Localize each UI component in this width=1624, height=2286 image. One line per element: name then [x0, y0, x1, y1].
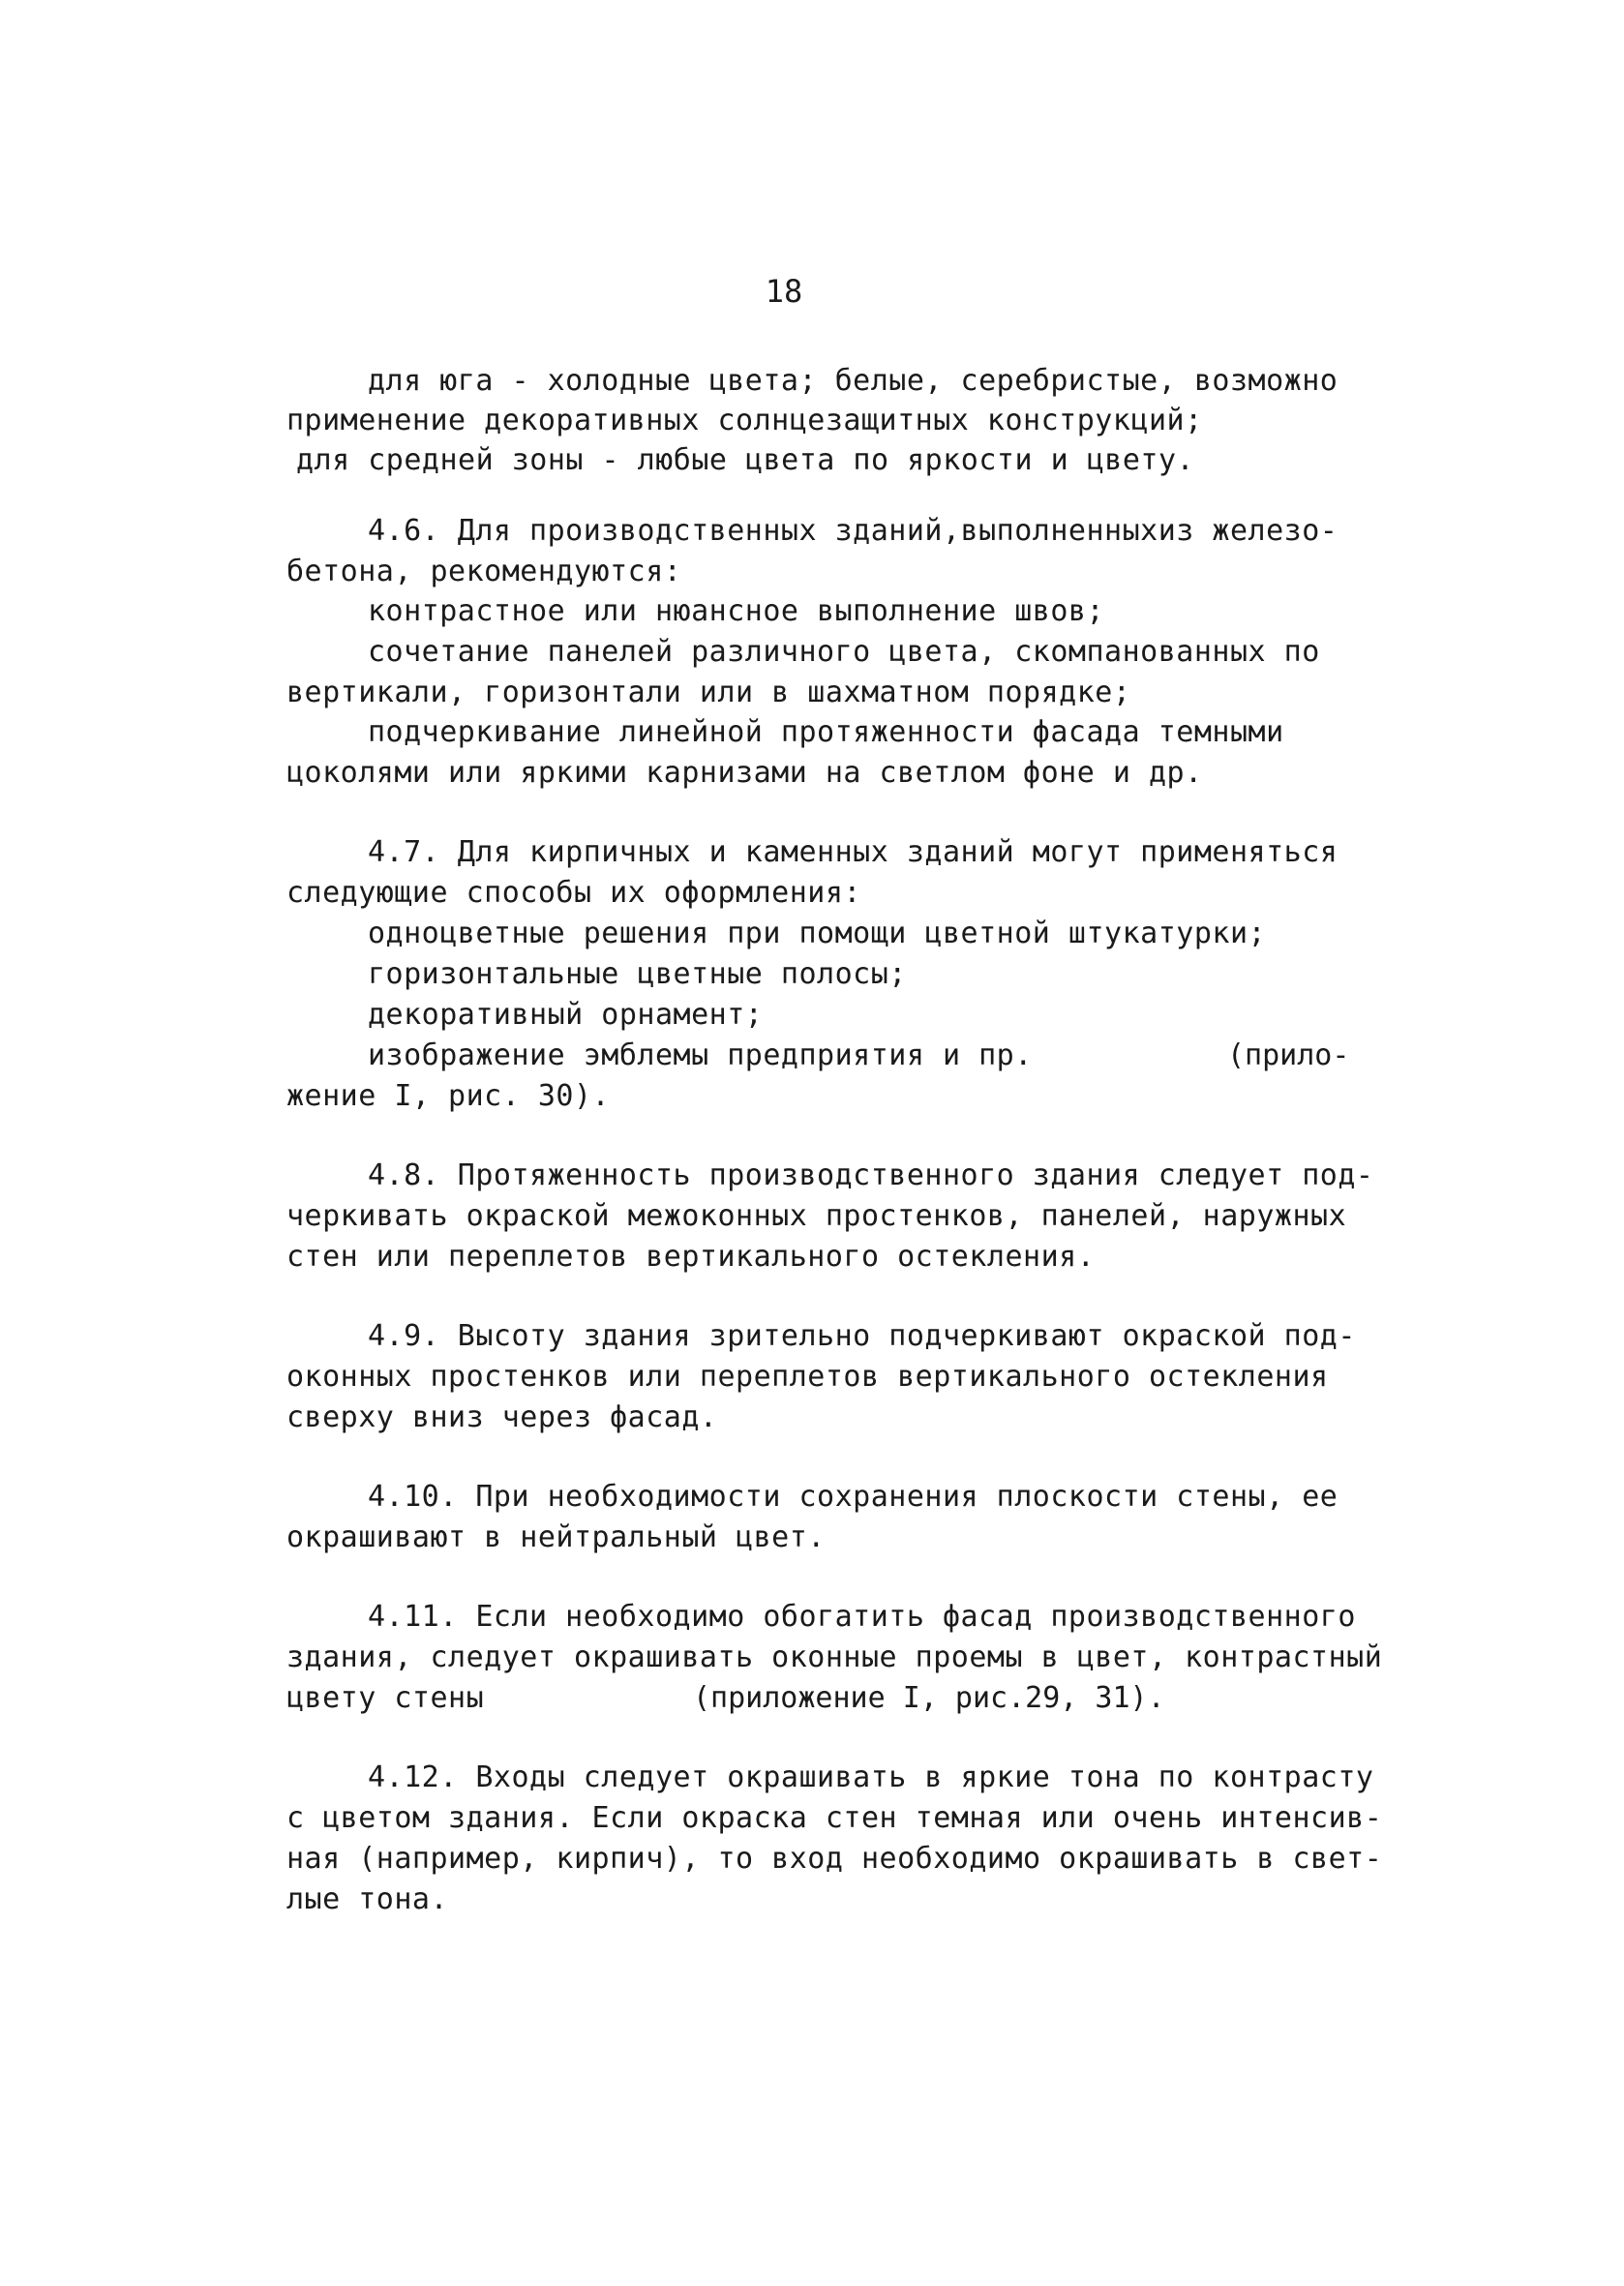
paragraph-4-9-heading: 4.9. Высоту здания зрительно подчеркивают окраской под- — [368, 1319, 1356, 1353]
list-item: декоративный орнамент; — [368, 998, 764, 1032]
text-line: применение декоративных солнцезащитных конструкций; — [286, 404, 1203, 437]
text-line: цвету стены — [286, 1681, 485, 1715]
text-line: с цветом здания. Если окраска стен темная или очень интенсив- — [286, 1801, 1383, 1835]
list-item: сочетание панелей различного цвета, скомпанованных по — [368, 635, 1320, 669]
text-line: оконных простенков или переплетов вертикального остекления — [286, 1360, 1329, 1394]
text-line: черкивать окраской межоконных простенков, панелей, наружных — [286, 1199, 1347, 1233]
list-item: изображение эмблемы предприятия и пр. — [368, 1038, 1033, 1072]
text-line: для юга - холодные цвета; белые, серебристые, возможно — [368, 364, 1338, 398]
paragraph-4-7-heading: 4.7. Для кирпичных и каменных зданий могут применяться — [368, 835, 1338, 869]
paragraph-4-6-heading: 4.6. Для производственных зданий,выполненныхиз железо- — [368, 514, 1338, 548]
text-line: цоколями или яркими карнизами на светлом фоне и др. — [286, 756, 1203, 790]
text-line: окрашивают в нейтральный цвет. — [286, 1520, 826, 1554]
text-line: ная (например, кирпич), то вход необходимо окрашивать в свет- — [286, 1842, 1383, 1876]
text-line: вертикали, горизонтали или в шахматном порядке; — [286, 676, 1131, 709]
paragraph-4-11-heading: 4.11. Если необходимо обогатить фасад производственного — [368, 1600, 1356, 1634]
text-line: здания, следует окрашивать оконные проемы в цвет, контрастный — [286, 1640, 1383, 1674]
list-item: контрастное или нюансное выполнение швов; — [368, 594, 1105, 628]
list-item: подчеркивание линейной протяженности фасада темными — [368, 715, 1284, 749]
text-line: для средней зоны - любые цвета по яркости и цвету. — [296, 443, 1195, 477]
text-line: бетона, рекомендуются: — [286, 555, 682, 588]
paragraph-4-10-heading: 4.10. При необходимости сохранения плоскости стены, ее — [368, 1480, 1338, 1514]
paragraph-4-12-heading: 4.12. Входы следует окрашивать в яркие тона по контрасту — [368, 1760, 1374, 1794]
text-line: сверху вниз через фасад. — [286, 1400, 718, 1434]
paragraph-4-8-heading: 4.8. Протяженность производственного здания следует под- — [368, 1158, 1374, 1192]
list-item: одноцветные решения при помощи цветной штукатурки; — [368, 917, 1267, 950]
text-fragment: (приложение I, рис.29, 31). — [693, 1681, 1165, 1715]
text-line: лые тона. — [286, 1882, 449, 1916]
text-line: следующие способы их оформления: — [286, 876, 861, 910]
text-line: жение I, рис. 30). — [286, 1079, 611, 1113]
text-line: стен или переплетов вертикального остекления. — [286, 1240, 1096, 1274]
list-item: горизонтальные цветные полосы; — [368, 957, 907, 991]
page-number: 18 — [765, 273, 803, 310]
text-fragment: (прило- — [1227, 1038, 1350, 1072]
